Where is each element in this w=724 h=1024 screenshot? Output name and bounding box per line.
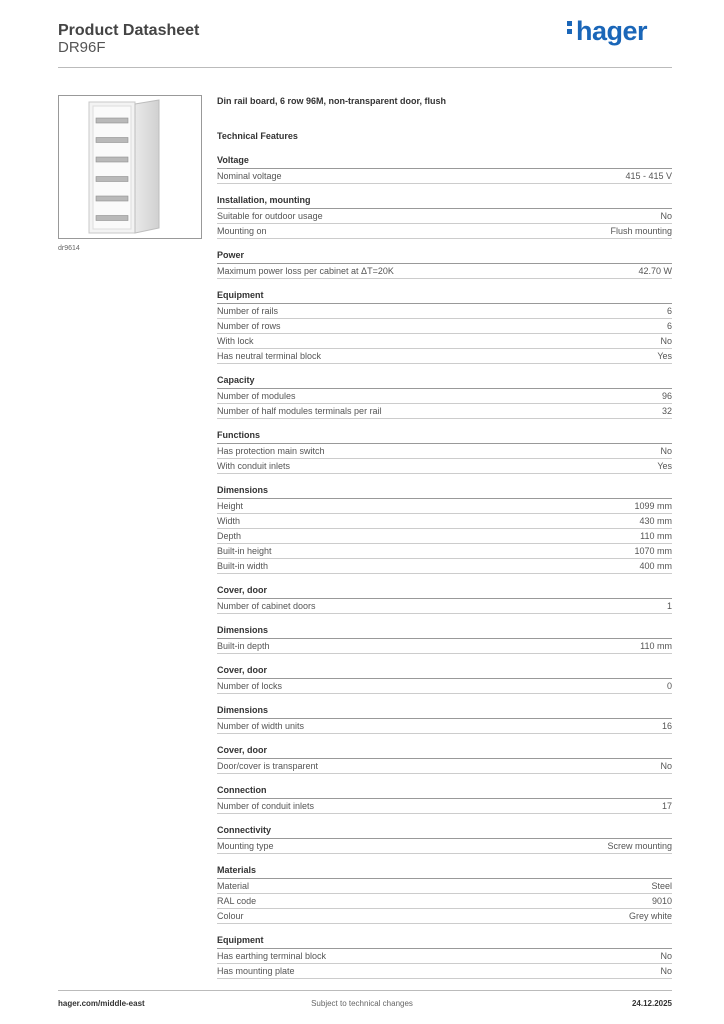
feature-row	[217, 839, 672, 854]
group-title: Power	[217, 248, 672, 264]
feature-row	[217, 529, 672, 544]
group-title: Functions	[217, 428, 672, 444]
group-title: Voltage	[217, 153, 672, 169]
feature-label: Door/cover is transparent	[217, 761, 319, 771]
feature-value: 110 mm	[640, 531, 672, 541]
feature-group	[217, 863, 672, 924]
feature-value: 32	[661, 406, 672, 416]
feature-value: 110 mm	[640, 641, 672, 651]
feature-label: Width	[217, 516, 241, 526]
feature-label: Colour	[217, 911, 244, 921]
feature-label: Mounting type	[217, 841, 274, 851]
footer-date: 24.12.2025	[631, 999, 672, 1008]
feature-label: Maximum power loss per cabinet at ΔT=20K	[217, 266, 394, 276]
feature-value: No	[660, 211, 672, 221]
feature-row	[217, 389, 672, 404]
footer-notice: Subject to technical changes	[311, 999, 413, 1008]
group-title: Dimensions	[217, 623, 672, 639]
feature-label: Has earthing terminal block	[217, 951, 327, 961]
feature-group	[217, 743, 672, 774]
group-title: Dimensions	[217, 483, 672, 499]
feature-group	[217, 288, 672, 364]
din-rail	[96, 216, 128, 221]
feature-value: 42.70 W	[638, 266, 672, 276]
feature-row	[217, 514, 672, 529]
feature-value: No	[660, 336, 672, 346]
feature-row	[217, 799, 672, 814]
feature-value: Screw mounting	[607, 841, 672, 851]
din-rail	[96, 177, 128, 182]
cabinet-door	[135, 100, 159, 233]
image-caption: dr9614	[58, 245, 80, 252]
feature-row	[217, 964, 672, 979]
feature-value: 96	[661, 391, 672, 401]
feature-group	[217, 483, 672, 574]
feature-label: Has neutral terminal block	[217, 351, 322, 361]
feature-group	[217, 428, 672, 474]
group-title: Equipment	[217, 933, 672, 949]
group-title: Connection	[217, 783, 672, 799]
header-title: Product Datasheet	[58, 22, 200, 39]
feature-value: Flush mounting	[610, 226, 672, 236]
header-divider	[58, 67, 672, 68]
feature-value: 6	[666, 306, 672, 316]
group-title: Capacity	[217, 373, 672, 389]
feature-value: 415 - 415 V	[625, 171, 672, 181]
footer-divider	[58, 990, 672, 991]
feature-value: Yes	[657, 351, 672, 361]
feature-label: Has mounting plate	[217, 966, 295, 976]
feature-row	[217, 759, 672, 774]
logo-colon-icon	[567, 18, 573, 37]
feature-group	[217, 193, 672, 239]
feature-row	[217, 949, 672, 964]
feature-label: Depth	[217, 531, 242, 541]
feature-row	[217, 599, 672, 614]
group-title: Dimensions	[217, 703, 672, 719]
feature-value: 1070 mm	[634, 546, 672, 556]
technical-features-heading: Technical Features	[217, 131, 298, 141]
feature-row	[217, 894, 672, 909]
feature-value: No	[660, 446, 672, 456]
feature-value: 6	[666, 321, 672, 331]
spec-panel	[217, 94, 672, 988]
feature-value: 9010	[651, 896, 672, 906]
feature-value: 430 mm	[639, 516, 672, 526]
feature-label: Number of conduit inlets	[217, 801, 315, 811]
feature-row	[217, 209, 672, 224]
group-title: Materials	[217, 863, 672, 879]
feature-label: Has protection main switch	[217, 446, 325, 456]
feature-label: Built-in height	[217, 546, 272, 556]
feature-group	[217, 823, 672, 854]
group-title: Connectivity	[217, 823, 672, 839]
feature-value: 400 mm	[639, 561, 672, 571]
feature-value: 1	[666, 601, 672, 611]
feature-row	[217, 224, 672, 239]
group-title: Equipment	[217, 288, 672, 304]
feature-label: Number of rails	[217, 306, 279, 316]
feature-label: Number of locks	[217, 681, 283, 691]
hager-logo	[567, 16, 647, 47]
feature-label: Number of rows	[217, 321, 281, 331]
feature-label: Number of half modules terminals per rail	[217, 406, 382, 416]
feature-row	[217, 349, 672, 364]
feature-group	[217, 623, 672, 654]
product-description: Din rail board, 6 row 96M, non-transparent door, flush	[217, 96, 447, 106]
feature-value: 1099 mm	[634, 501, 672, 511]
feature-row	[217, 404, 672, 419]
group-title: Cover, door	[217, 663, 672, 679]
feature-value: 0	[666, 681, 672, 691]
group-title: Cover, door	[217, 743, 672, 759]
group-title: Cover, door	[217, 583, 672, 599]
feature-value: Steel	[651, 881, 672, 891]
feature-row	[217, 559, 672, 574]
feature-row	[217, 334, 672, 349]
feature-group	[217, 248, 672, 279]
feature-row	[217, 169, 672, 184]
feature-row	[217, 639, 672, 654]
din-rail	[96, 118, 128, 123]
feature-value: No	[660, 761, 672, 771]
feature-row	[217, 544, 672, 559]
feature-group	[217, 783, 672, 814]
footer-website[interactable]: hager.com/middle-east	[58, 999, 145, 1008]
feature-value: No	[660, 951, 672, 961]
feature-label: Number of cabinet doors	[217, 601, 316, 611]
logo-text: hager	[576, 16, 648, 46]
feature-row	[217, 719, 672, 734]
din-rail	[96, 138, 128, 143]
feature-row	[217, 319, 672, 334]
feature-label: Built-in depth	[217, 641, 270, 651]
din-rail	[96, 157, 128, 162]
feature-label: Nominal voltage	[217, 171, 282, 181]
feature-label: With lock	[217, 336, 254, 346]
feature-label: Height	[217, 501, 244, 511]
feature-group	[217, 703, 672, 734]
feature-row	[217, 879, 672, 894]
feature-group	[217, 933, 672, 979]
distribution-board-image	[59, 96, 201, 238]
feature-row	[217, 304, 672, 319]
feature-row	[217, 459, 672, 474]
feature-label: Built-in width	[217, 561, 269, 571]
feature-group	[217, 583, 672, 614]
feature-row	[217, 444, 672, 459]
feature-label: Material	[217, 881, 250, 891]
product-image	[58, 95, 202, 239]
feature-row	[217, 679, 672, 694]
feature-value: 16	[661, 721, 672, 731]
feature-label: Number of modules	[217, 391, 296, 401]
feature-label: Suitable for outdoor usage	[217, 211, 323, 221]
group-title: Installation, mounting	[217, 193, 672, 209]
feature-label: Mounting on	[217, 226, 267, 236]
feature-label: RAL code	[217, 896, 257, 906]
cabinet-inner	[93, 106, 131, 229]
feature-row	[217, 909, 672, 924]
feature-group	[217, 663, 672, 694]
din-rail	[96, 196, 128, 201]
feature-label: With conduit inlets	[217, 461, 291, 471]
product-code: DR96F	[58, 39, 106, 56]
feature-row	[217, 499, 672, 514]
feature-value: Yes	[657, 461, 672, 471]
feature-groups	[217, 153, 672, 979]
feature-label: Number of width units	[217, 721, 305, 731]
feature-value: 17	[661, 801, 672, 811]
feature-group	[217, 373, 672, 419]
feature-value: Grey white	[628, 911, 672, 921]
feature-row	[217, 264, 672, 279]
feature-value: No	[660, 966, 672, 976]
feature-group	[217, 153, 672, 184]
